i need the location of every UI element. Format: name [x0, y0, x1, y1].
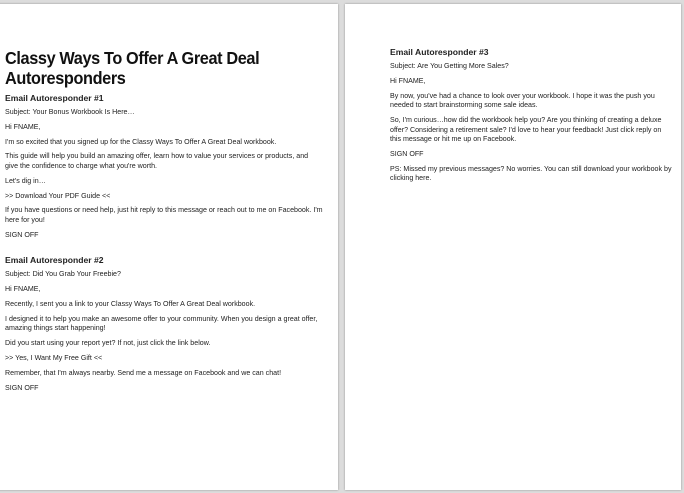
email-3-sign-off: SIGN OFF [390, 149, 424, 158]
email-2-greeting: Hi FNAME, [5, 285, 41, 294]
email-2-subject: Subject: Did You Grab Your Freebie? [5, 270, 121, 279]
email-section-1 [5, 93, 323, 240]
email-3-paragraph: By now, you've had a chance to look over your workbook. I hope it was the push you needed to start brainstorming some sale ideas. [390, 91, 655, 110]
document-page-right [345, 4, 681, 490]
email-2-heading: Email Autoresponder #2 [5, 255, 104, 266]
email-section-3 [390, 47, 673, 184]
email-1-heading: Email Autoresponder #1 [5, 93, 104, 103]
email-1-paragraph: I'm so excited that you signed up for the Classy Ways To Offer A Great Deal workbook. [5, 137, 277, 146]
email-1-download-link[interactable]: >> Download Your PDF Guide << [5, 191, 111, 200]
email-3-paragraph: So, I'm curious…how did the workbook help you? Are you thinking of creating a deluxe offer? Considering a retirement sale? I'd love to hear your feedback! Just click reply on this message or hit me up on Facebook. [390, 115, 662, 144]
email-3-heading: Email Autoresponder #3 [390, 47, 489, 57]
email-2-sign-off: SIGN OFF [5, 383, 39, 392]
page-right-content [390, 47, 673, 189]
email-1-paragraph: This guide will help you build an amazing offer, learn how to value your services or products, and give the confidence to charge what you're worth. [5, 152, 309, 170]
email-2-paragraph: Did you start using your report yet? If not, just click the link below. [5, 339, 211, 348]
email-1-greeting: Hi FNAME, [5, 122, 41, 131]
section-gap [5, 245, 323, 255]
email-2-paragraph: Recently, I sent you a link to your Classy Ways To Offer A Great Deal workbook. [5, 300, 256, 308]
document-page-left [0, 4, 338, 490]
email-3-subject: Subject: Are You Getting More Sales? [390, 62, 509, 70]
email-3-greeting: Hi FNAME, [390, 76, 426, 85]
email-2-paragraph: I designed it to help you make an awesome offer to your community. When you design a great offer, amazing things start happening! [5, 314, 318, 333]
page-left-content [5, 48, 323, 398]
email-1-paragraph: Let's dig in… [5, 176, 46, 185]
email-section-2 [5, 255, 323, 393]
email-2-paragraph: Remember, that I'm always nearby. Send me a message on Facebook and we can chat! [5, 368, 282, 377]
document-title: Classy Ways To Offer A Great Deal Autoresponders [5, 48, 260, 88]
email-1-paragraph: If you have questions or need help, just hit reply to this message or reach out to me on Facebook. I'm here for you! [5, 206, 323, 224]
email-1-sign-off: SIGN OFF [5, 230, 39, 239]
email-1-subject: Subject: Your Bonus Workbook Is Here… [5, 108, 135, 116]
email-3-postscript: PS: Missed my previous messages? No worries. You can still download your workbook by clicking here. [390, 164, 672, 183]
email-2-gift-link[interactable]: >> Yes, I Want My Free Gift << [5, 353, 103, 362]
